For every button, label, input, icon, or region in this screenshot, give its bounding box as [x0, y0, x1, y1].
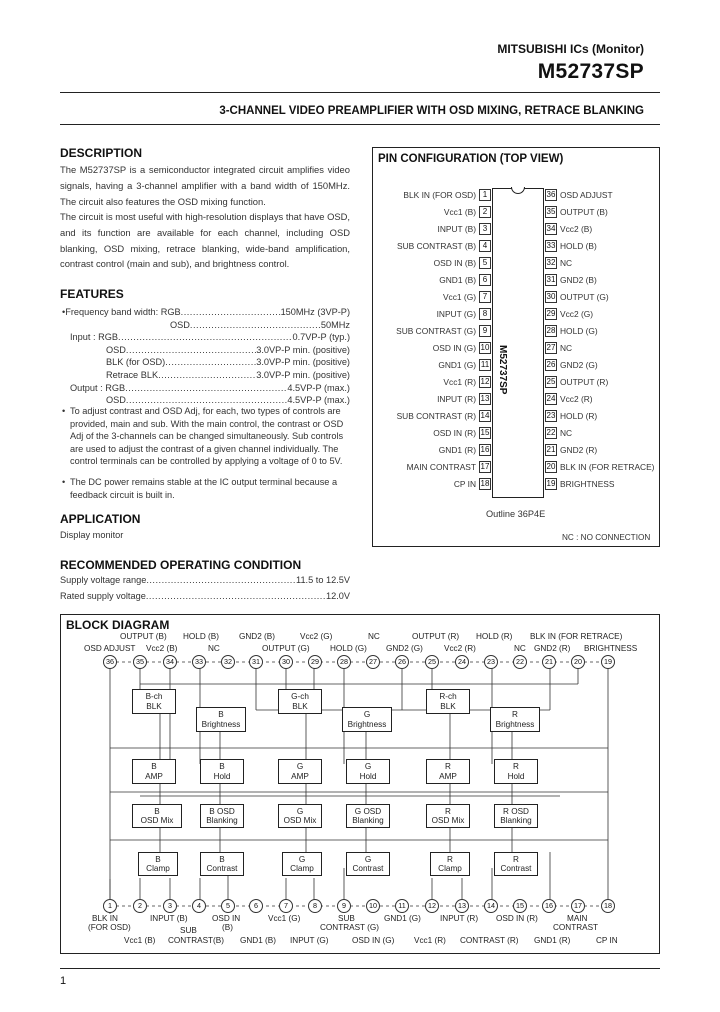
pin-number-left: 8	[479, 308, 491, 320]
bd-pin-circle: 34	[163, 655, 177, 669]
bd-label-osd-b-suffix: (B)	[222, 923, 233, 932]
pin-label-left: OSD IN (G)	[432, 343, 476, 353]
package-outline-label: Outline 36P4E	[486, 509, 546, 519]
page-number: 1	[60, 975, 67, 987]
bd-label-input-b: INPUT (B)	[150, 914, 188, 923]
block-b-brightness: B Brightness	[196, 707, 246, 732]
pin-number-right: 31	[546, 275, 556, 284]
bd-pin-circle: 5	[221, 899, 235, 913]
bd-pin-circle: 10	[366, 899, 380, 913]
pin-label-left: INPUT (G)	[436, 309, 476, 319]
bd-label-contrast-main: CONTRAST	[553, 923, 599, 932]
bd-pin-circle: 25	[425, 655, 439, 669]
pin-label-left: Vcc1 (R)	[443, 377, 476, 387]
bd-pin-circle: 29	[308, 655, 322, 669]
pin-label-right: OUTPUT (R)	[560, 377, 609, 387]
bd-pin-circle: 14	[484, 899, 498, 913]
block-r-amp: R AMP	[426, 759, 470, 784]
spec-freq-rgb: • Frequency band width: RGB ..... 150MHz (3VP-P)	[62, 306, 350, 319]
roc-title: RECOMMENDED OPERATING CONDITION	[60, 558, 302, 572]
bd-pin-circle: 15	[513, 899, 527, 913]
bd-pin-circle: 12	[425, 899, 439, 913]
pin-number-left: 10	[480, 343, 490, 352]
bd-pin-circle: 32	[221, 655, 235, 669]
pin-label-right: OUTPUT (B)	[560, 207, 608, 217]
header-rule-lower	[60, 124, 660, 125]
description-p2: The circuit is most useful with high-resolution displays that have OSD, and its function are available for each channel, including OSD blanking, OSD mixing, retrace blanking, wide-band amplification, contrast control (main and sub), and brightness control.	[60, 211, 350, 270]
bd-pin-circle: 26	[395, 655, 409, 669]
pin-label-left: MAIN CONTRAST	[406, 462, 476, 472]
pin-label-right: HOLD (G)	[560, 326, 598, 336]
bd-pin-circle: 8	[308, 899, 322, 913]
ic-part-label: M52737SP	[497, 345, 508, 395]
pin-number-right: 26	[546, 360, 556, 369]
pin-label-left: GND1 (R)	[438, 445, 476, 455]
spec-output-osd: OSD ..... 4.5VP-P (max.)	[62, 394, 350, 407]
pin-number-right: 33	[546, 241, 556, 250]
pin-label-right: OSD ADJUST	[560, 190, 613, 200]
roc-specs	[60, 574, 350, 602]
feature-bullet-2: • The DC power remains stable at the IC output terminal because a feedback circuit is built in.	[62, 477, 338, 500]
spec-output-rgb: Output : RGB ..... 4.5VP-P (max.)	[62, 382, 350, 395]
block-b-osd-blanking: B OSD Blanking	[200, 804, 244, 828]
bd-label-gnd2-b: GND2 (B)	[239, 632, 275, 641]
pin-label-right: NC	[560, 343, 573, 353]
pin-number-left: 5	[479, 257, 491, 269]
block-r-osd-mix: R OSD Mix	[426, 804, 470, 828]
pin-number-left: 6	[479, 274, 491, 286]
pin-label-right: HOLD (R)	[560, 411, 598, 421]
pin-label-right: GND2 (G)	[560, 360, 598, 370]
block-g-osd-blanking: G OSD Blanking	[346, 804, 390, 828]
bd-label-brightness: BRIGHTNESS	[584, 644, 638, 653]
bd-label-input-r: INPUT (R)	[440, 914, 479, 923]
pin-label-right: GND2 (R)	[560, 445, 598, 455]
bd-pin-circle: 31	[249, 655, 263, 669]
bd-label-sub-b: SUB	[180, 926, 197, 935]
pin-label-right: HOLD (B)	[560, 241, 597, 251]
pin-number-right: 32	[546, 258, 556, 267]
bd-label-gnd2-g: GND2 (G)	[386, 644, 423, 653]
pin-label-left: SUB CONTRAST (B)	[397, 241, 476, 251]
bd-pin-circle: 28	[337, 655, 351, 669]
features-title: FEATURES	[60, 287, 124, 301]
pin-label-right: NC	[560, 428, 573, 438]
bd-label-contrast-b: CONTRAST(B)	[168, 936, 224, 945]
block-g-contrast: G Contrast	[346, 852, 390, 876]
pin-number-left: 18	[480, 479, 490, 488]
pin-number-left: 7	[479, 291, 491, 303]
pin-number-right: 28	[546, 326, 556, 335]
block-b-osd-mix: B OSD Mix	[132, 804, 182, 828]
description-p1: The M52737SP is a semiconductor integrated circuit amplifies video signals, having a 3-channel amplifier with a band width of 150MHz. The circuit also features the OSD mixing function.	[60, 164, 350, 207]
application-title: APPLICATION	[60, 512, 141, 526]
bd-label-gnd1-b: GND1 (B)	[240, 936, 276, 945]
block-b-contrast: B Contrast	[200, 852, 244, 876]
bd-pin-circle: 9	[337, 899, 351, 913]
bd-label-hold-b: HOLD (B)	[183, 632, 219, 641]
pin-number-right: 36	[546, 190, 556, 199]
pin-label-right: Vcc2 (R)	[560, 394, 593, 404]
block-b-hold: B Hold	[200, 759, 244, 784]
spec-input-blk: BLK (for OSD) ..... 3.0VP-P min. (positive)	[62, 356, 350, 369]
block-diagram-title: BLOCK DIAGRAM	[66, 618, 170, 632]
bd-pin-circle: 1	[103, 899, 117, 913]
brand-line: MITSUBISHI ICs (Monitor)	[497, 42, 644, 56]
pin-number-left: 9	[479, 325, 491, 337]
bd-label-sub-g: SUB	[338, 914, 355, 923]
pin-number-right: 19	[546, 479, 556, 488]
pin-label-right: NC	[560, 258, 573, 268]
ic-package-outline	[492, 188, 544, 498]
pin-label-left: OSD IN (R)	[433, 428, 476, 438]
bd-pin-circle: 3	[163, 899, 177, 913]
block-g-hold: G Hold	[346, 759, 390, 784]
bd-pin-circle: 7	[279, 899, 293, 913]
pin-label-left: GND1 (B)	[439, 275, 476, 285]
bd-label-osd-in-b: OSD IN	[212, 914, 241, 923]
pin-label-left: OSD IN (B)	[433, 258, 476, 268]
pin-label-left: GND1 (G)	[438, 360, 476, 370]
bd-pin-circle: 33	[192, 655, 206, 669]
block-r-clamp: R Clamp	[430, 852, 470, 876]
pin-number-right: 25	[546, 377, 556, 386]
bd-pin-circle: 2	[133, 899, 147, 913]
bd-label-nc-2: NC	[208, 644, 220, 653]
bd-label-vcc1-b: Vcc1 (B)	[124, 936, 156, 945]
block-b-amp: B AMP	[132, 759, 176, 784]
bd-pin-circle: 23	[484, 655, 498, 669]
bd-pin-circle: 18	[601, 899, 615, 913]
bd-pin-circle: 20	[571, 655, 585, 669]
bd-pin-circle: 27	[366, 655, 380, 669]
pin-number-left: 16	[480, 445, 490, 454]
bd-label-nc-1: NC	[368, 632, 380, 641]
bd-label-output-r: OUTPUT (R)	[412, 632, 460, 641]
roc-supply-range: Supply voltage range ..... 11.5 to 12.5V	[60, 574, 350, 587]
bd-label-vcc1-r: Vcc1 (R)	[414, 936, 446, 945]
nc-note: NC : NO CONNECTION	[562, 533, 651, 542]
pin-number-left: 15	[480, 428, 490, 437]
bd-label-cp-in: CP IN	[596, 936, 618, 945]
block-b-clamp: B Clamp	[138, 852, 178, 876]
pin-label-left: BLK IN (FOR OSD)	[403, 190, 476, 200]
pin-number-right: 30	[546, 292, 556, 301]
bd-label-osd-in-r: OSD IN (R)	[496, 914, 538, 923]
pin-label-right: BLK IN (FOR RETRACE)	[560, 462, 655, 472]
pin-number-left: 13	[480, 394, 490, 403]
pin-label-right: GND2 (B)	[560, 275, 597, 285]
pin-label-left: Vcc1 (G)	[442, 292, 476, 302]
bd-pin-circle: 24	[455, 655, 469, 669]
bd-label-hold-r: HOLD (R)	[476, 632, 513, 641]
bd-pin-circle: 16	[542, 899, 556, 913]
pin-number-left: 14	[480, 411, 490, 420]
pin-label-right: OUTPUT (G)	[560, 292, 609, 302]
bd-pin-circle: 21	[542, 655, 556, 669]
roc-rated-supply: Rated supply voltage ..... 12.0V	[60, 590, 350, 603]
pin-label-left: Vcc1 (B)	[443, 207, 476, 217]
bd-label-osd-in-g: OSD IN (G)	[352, 936, 395, 945]
bd-label-osd-adjust: OSD ADJUST	[84, 644, 136, 653]
bd-label-nc-3: NC	[514, 644, 526, 653]
bd-label-main: MAIN	[567, 914, 588, 923]
pin-number-left: 2	[479, 206, 491, 218]
bd-label-vcc2-g: Vcc2 (G)	[300, 632, 333, 641]
feature-bullet-1: • To adjust contrast and OSD Adj, for each, two types of controls are provided, main and sub. With the main control, the contrast or OSD Adj of the 3-channels can be changed simultaneously. Sub controls are used to adjust the contrast of a given channel individually. The control terminals can be controlled by applying a voltage of 0 to 5V.	[62, 406, 344, 467]
pin-number-right: 23	[546, 411, 556, 420]
block-r-ch-blk: R-ch BLK	[426, 689, 470, 714]
bd-label-input-g: INPUT (G)	[290, 936, 329, 945]
bd-label-output-g: OUTPUT (G)	[262, 644, 310, 653]
block-b-ch-blk: B-ch BLK	[132, 689, 176, 714]
spec-input-rgb: Input : RGB ..... 0.7VP-P (typ.)	[62, 331, 350, 344]
bd-pin-circle: 36	[103, 655, 117, 669]
bd-pin-circle: 30	[279, 655, 293, 669]
pin-number-left: 4	[479, 240, 491, 252]
bd-label-gnd1-g: GND1 (G)	[384, 914, 421, 923]
spec-input-osd: OSD ..... 3.0VP-P min. (positive)	[62, 344, 350, 357]
application-text: Display monitor	[60, 530, 124, 540]
block-r-osd-blanking: R OSD Blanking	[494, 804, 538, 828]
pin-label-left: SUB CONTRAST (R)	[396, 411, 476, 421]
document-subtitle: 3-CHANNEL VIDEO PREAMPLIFIER WITH OSD MIXING, RETRACE BLANKING	[219, 105, 644, 117]
pin-number-right: 29	[546, 309, 556, 318]
pin-number-left: 12	[480, 377, 490, 386]
pin-number-left: 3	[479, 223, 491, 235]
bd-pin-circle: 17	[571, 899, 585, 913]
spec-input-retrace: Retrace BLK ..... 3.0VP-P min. (positive)	[62, 369, 350, 382]
footer-rule	[60, 968, 660, 969]
bd-label-vcc2-b: Vcc2 (B)	[146, 644, 178, 653]
block-diagram-wiring	[60, 614, 660, 954]
pin-number-right: 24	[546, 394, 556, 403]
pin-number-left: 11	[480, 360, 490, 369]
pin-number-right: 22	[546, 428, 556, 437]
bd-pin-circle: 22	[513, 655, 527, 669]
pin-config-title: PIN CONFIGURATION (TOP VIEW)	[378, 153, 564, 165]
block-g-clamp: G Clamp	[282, 852, 322, 876]
pin-number-right: 21	[546, 445, 556, 454]
pin-number-right: 20	[546, 462, 556, 471]
bd-pin-circle: 35	[133, 655, 147, 669]
pin-label-left: SUB CONTRAST (G)	[396, 326, 476, 336]
pin-label-left: INPUT (R)	[437, 394, 476, 404]
pin-number-left: 17	[480, 462, 490, 471]
bd-label-blk-retrace: BLK IN (FOR RETRACE)	[530, 632, 623, 641]
bd-pin-circle: 11	[395, 899, 409, 913]
bd-label-contrast-r: CONTRAST (R)	[460, 936, 519, 945]
bd-label-blk-in: BLK IN	[92, 914, 118, 923]
block-g-brightness: G Brightness	[342, 707, 392, 732]
block-r-brightness: R Brightness	[490, 707, 540, 732]
header-rule	[60, 92, 660, 93]
pin-number-left: 1	[479, 189, 491, 201]
bd-label-vcc1-g: Vcc1 (G)	[268, 914, 301, 923]
block-g-amp: G AMP	[278, 759, 322, 784]
pin-number-right: 27	[546, 343, 556, 352]
description-title: DESCRIPTION	[60, 146, 143, 160]
pin-label-right: BRIGHTNESS	[560, 479, 615, 489]
pin-label-right: Vcc2 (G)	[560, 309, 594, 319]
bd-pin-circle: 4	[192, 899, 206, 913]
bd-label-for-osd: (FOR OSD)	[88, 923, 131, 932]
bd-label-contrast-g: CONTRAST (G)	[320, 923, 379, 932]
part-number: M52737SP	[537, 60, 644, 83]
features-specs	[62, 306, 350, 407]
bd-pin-circle: 19	[601, 655, 615, 669]
pin-label-right: Vcc2 (B)	[560, 224, 593, 234]
block-r-hold: R Hold	[494, 759, 538, 784]
bd-pin-circle: 13	[455, 899, 469, 913]
pin-label-left: CP IN	[453, 479, 476, 489]
block-g-ch-blk: G-ch BLK	[278, 689, 322, 714]
bd-label-hold-g: HOLD (G)	[330, 644, 367, 653]
pin-label-left: INPUT (B)	[437, 224, 476, 234]
bd-pin-circle: 6	[249, 899, 263, 913]
block-g-osd-mix: G OSD Mix	[278, 804, 322, 828]
block-r-contrast: R Contrast	[494, 852, 538, 876]
spec-freq-osd: OSD ..... 50MHz	[62, 319, 350, 332]
bd-label-vcc2-r: Vcc2 (R)	[444, 644, 476, 653]
bd-label-gnd1-r: GND1 (R)	[534, 936, 571, 945]
pin-number-right: 35	[546, 207, 556, 216]
bd-label-output-b: OUTPUT (B)	[120, 632, 167, 641]
pin-number-right: 34	[546, 224, 556, 233]
bd-label-gnd2-r: GND2 (R)	[534, 644, 571, 653]
